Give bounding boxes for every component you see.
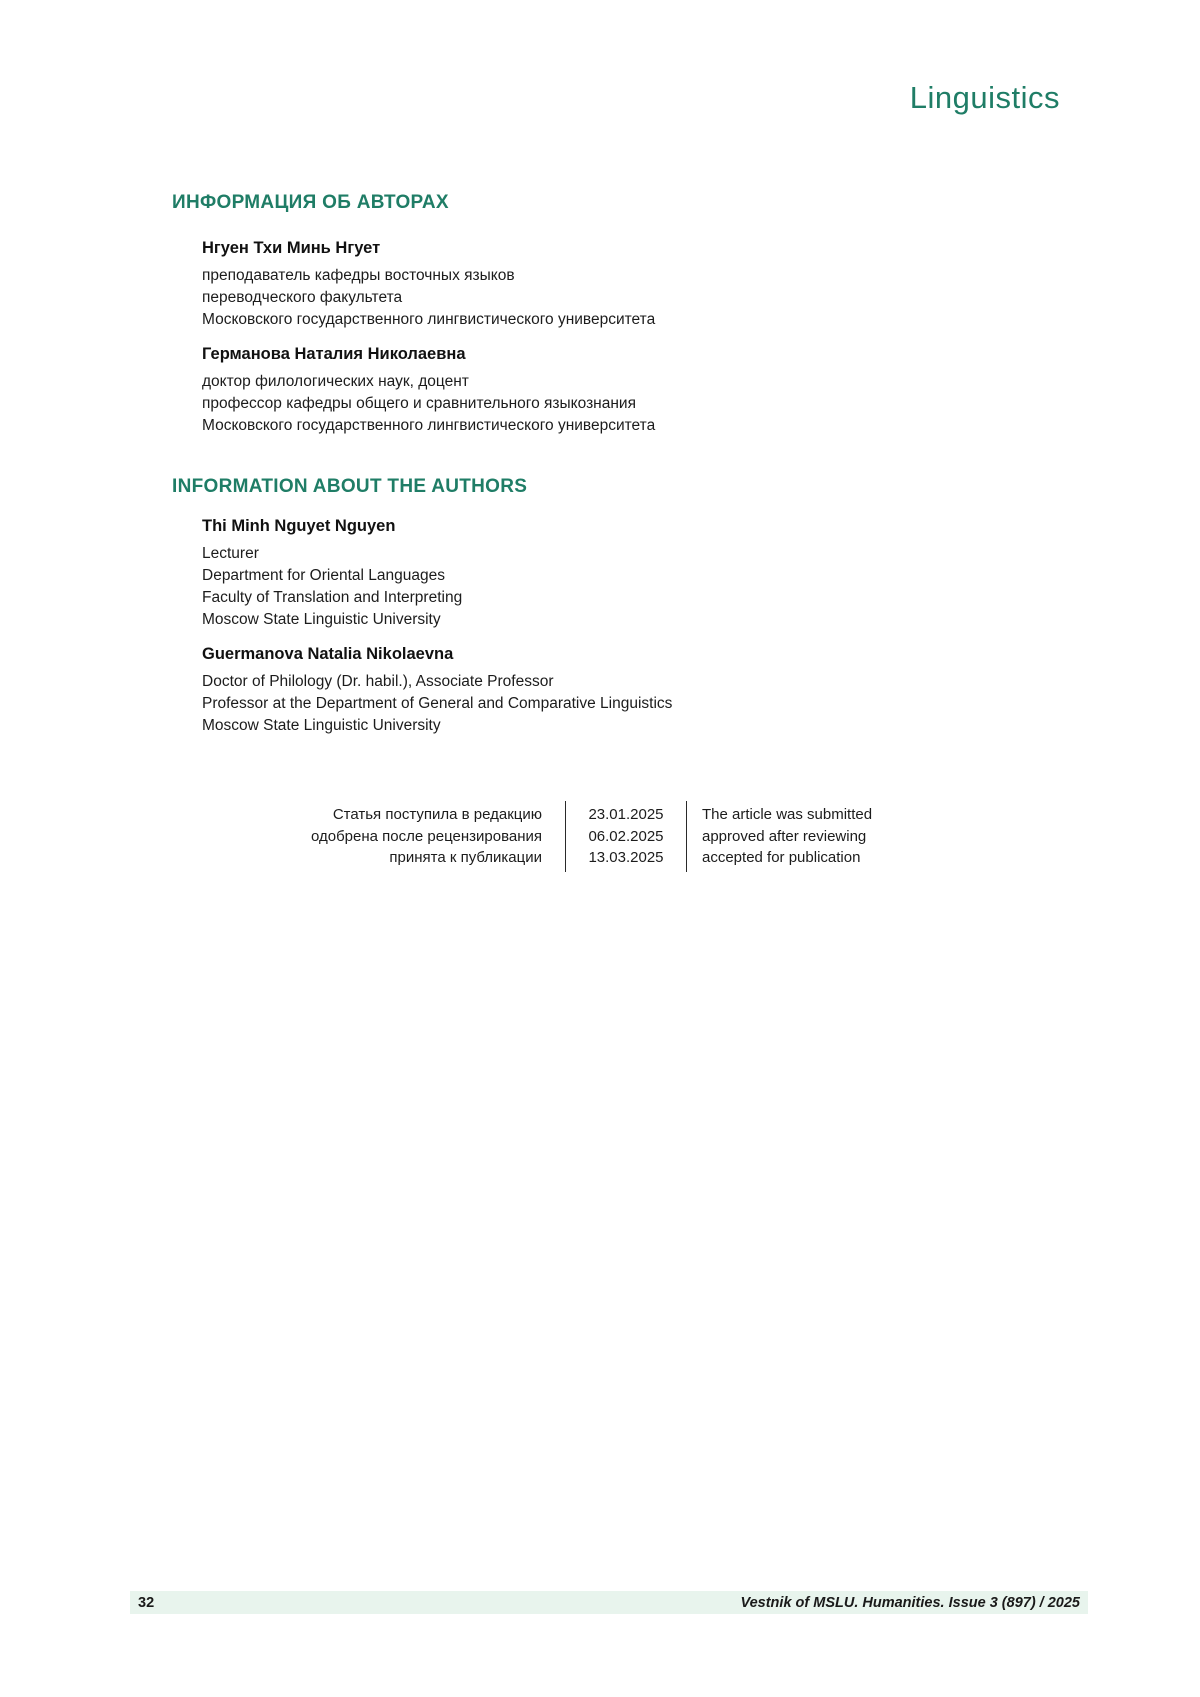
submission-label-ru: принята к публикации [389, 849, 542, 866]
submission-dates-block [262, 801, 872, 872]
author-affiliation-line: Moscow State Linguistic University [202, 717, 441, 734]
author-affiliation-line: Faculty of Translation and Interpreting [202, 589, 463, 606]
english-authors-section [172, 476, 672, 750]
submission-date: 06.02.2025 [588, 827, 664, 845]
author-affiliation-line: преподаватель кафедры восточных языков [202, 267, 515, 284]
russian-authors-section [172, 192, 655, 450]
author-affiliation-line: профессор кафедры общего и сравнительного языкознания [202, 395, 636, 412]
submission-label-en: accepted for publication [702, 849, 861, 866]
author-name: Германова Наталия Николаевна [202, 345, 466, 363]
submission-labels-english [687, 801, 872, 872]
submission-date: 23.01.2025 [588, 806, 664, 823]
submission-dates-column [565, 801, 687, 872]
author-affiliation-line: Lecturer [202, 545, 259, 562]
running-head-section-label: Linguistics [909, 80, 1060, 115]
author-block-en-1 [202, 516, 672, 631]
author-affiliation-line: Moscow State Linguistic University [202, 611, 441, 628]
author-name: Thi Minh Nguyet Nguyen [202, 517, 396, 535]
author-affiliation-line: Doctor of Philology (Dr. habil.), Associate Professor [202, 673, 554, 690]
author-name: Guermanova Natalia Nikolaevna [202, 645, 454, 663]
author-affiliation-line: доктор филологических наук, доцент [202, 373, 469, 390]
footer-bar [130, 1591, 1088, 1614]
author-affiliation-line: Professor at the Department of General and Comparative Linguistics [202, 695, 673, 712]
author-name: Нгуен Тхи Минь Нгует [202, 239, 381, 257]
author-affiliation-line: Department for Oriental Languages [202, 567, 445, 584]
author-block-en-2 [202, 644, 672, 737]
author-block-ru-2 [202, 344, 655, 437]
submission-label-ru: Статья поступила в редакцию [332, 806, 542, 823]
submission-date: 13.03.2025 [588, 849, 664, 866]
author-block-ru-1 [202, 238, 655, 331]
submission-label-ru: одобрена после рецензирования [310, 827, 542, 845]
submission-label-en: approved after reviewing [702, 827, 867, 845]
submission-label-en: The article was submitted [702, 806, 873, 823]
russian-section-heading: ИНФОРМАЦИЯ ОБ АВТОРАХ [172, 192, 449, 213]
english-section-heading: INFORMATION ABOUT THE AUTHORS [172, 476, 528, 497]
page-number: 32 [138, 1594, 155, 1611]
author-affiliation-line: Московского государственного лингвистического университета [202, 417, 656, 434]
author-affiliation-line: Московского государственного лингвистического университета [202, 311, 656, 328]
submission-labels-russian [262, 801, 565, 872]
journal-citation: Vestnik of MSLU. Humanities. Issue 3 (897) / 2025 [740, 1594, 1080, 1611]
author-affiliation-line: переводческого факультета [202, 289, 403, 306]
